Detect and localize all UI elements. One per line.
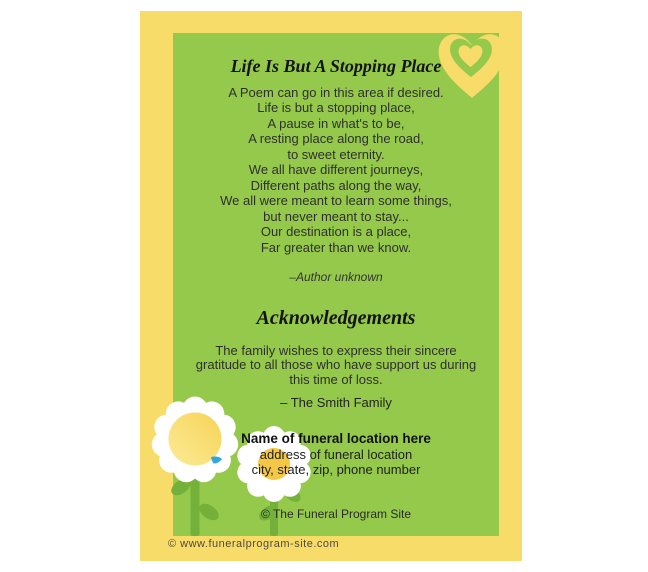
poem-line: to sweet eternity. bbox=[287, 146, 385, 162]
poem-line: Far greater than we know. bbox=[260, 239, 412, 255]
acknowledgements-line: this time of loss. bbox=[289, 371, 383, 387]
acknowledgements-line: The family wishes to express their sincere bbox=[215, 343, 457, 358]
poem-body bbox=[173, 85, 499, 255]
acknowledgements-title: Acknowledgements bbox=[256, 307, 416, 329]
program-card bbox=[140, 11, 522, 561]
program-site-copyright: © The Funeral Program Site bbox=[260, 507, 412, 521]
acknowledgements-line: gratitude to all those who have support us during bbox=[195, 357, 477, 373]
poem-line: Our destination is a place, bbox=[260, 224, 412, 240]
poem-line: Life is but a stopping place, bbox=[257, 100, 415, 116]
poem-attribution: –Author unknown bbox=[289, 270, 383, 284]
funeral-location-city-line: city, state, zip, phone number bbox=[251, 462, 421, 477]
funeral-location-name: Name of funeral location here bbox=[241, 431, 431, 446]
family-signature: – The Smith Family bbox=[280, 395, 392, 410]
acknowledgements-body bbox=[173, 344, 499, 387]
funeral-location-address: address of funeral location bbox=[259, 447, 413, 462]
poem-line: We all have different journeys, bbox=[248, 162, 424, 178]
poem-line: but never meant to stay... bbox=[263, 208, 409, 224]
poem-line: A pause in what's to be, bbox=[267, 115, 405, 131]
poem-line: A resting place along the road, bbox=[248, 131, 424, 147]
poem-title: Life Is But A Stopping Place bbox=[230, 56, 442, 76]
poem-line: A Poem can go in this area if desired. bbox=[228, 85, 444, 100]
website-credit: © www.funeralprogram-site.com bbox=[168, 538, 340, 550]
poem-line: We all were meant to learn some things, bbox=[220, 193, 452, 209]
poem-line: Different paths along the way, bbox=[250, 177, 422, 193]
